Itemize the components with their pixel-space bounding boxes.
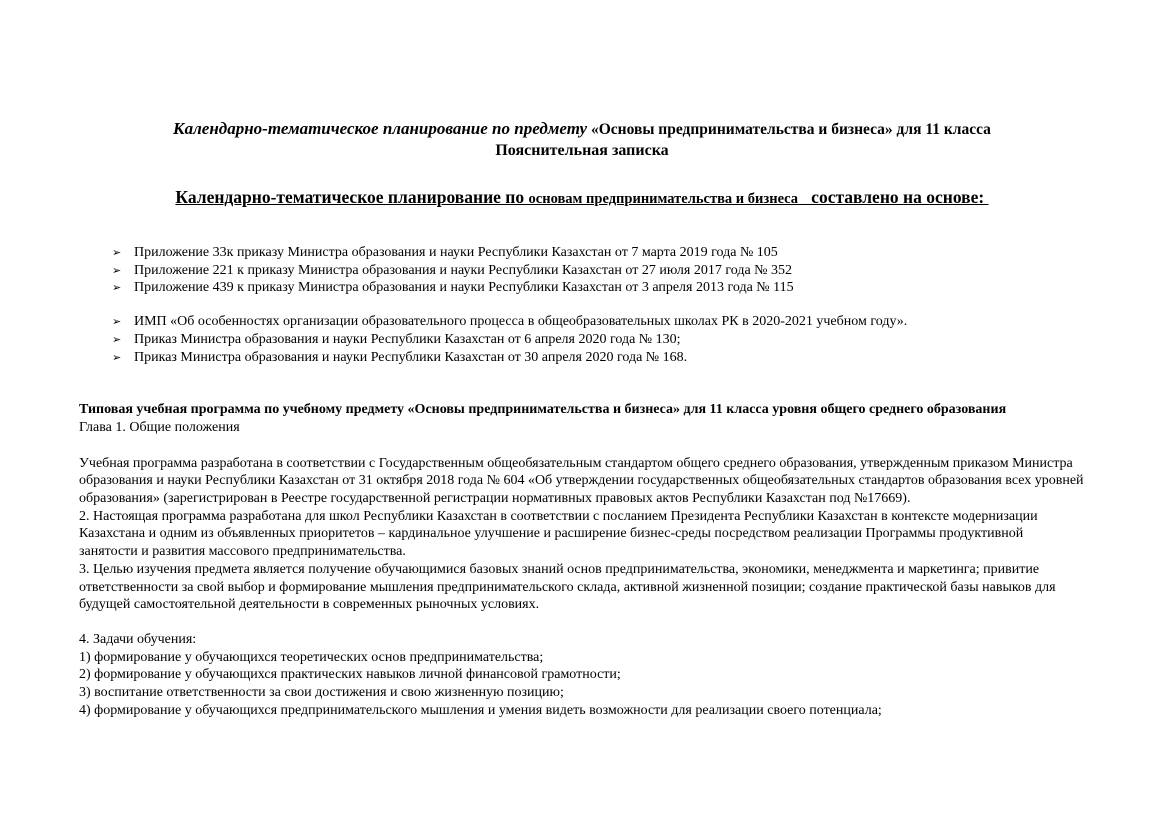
- tasks-block: [79, 631, 1085, 720]
- arrow-bullet-icon: ➢: [112, 263, 122, 277]
- bullet-item-text: Приказ Министра образования и науки Республики Казахстан от 30 апреля 2020 года № 168.: [134, 349, 688, 365]
- task-item: 4) формирование у обучающихся предпринимательского мышления и умения видеть возможности для реализации своего потенциала;: [79, 702, 882, 718]
- document-subtitle: Пояснительная записка: [495, 142, 669, 159]
- section-heading-part3: составлено на основе:: [798, 187, 989, 207]
- bullet-item-text: Приложение 221 к приказу Министра образования и науки Республики Казахстан от 27 июля 2017 года № 352: [134, 262, 793, 278]
- title-italic-part: Календарно-тематическое планирование по предмету: [173, 119, 588, 138]
- list-item: [79, 244, 1085, 262]
- paragraph: 2. Настоящая программа разработана для школ Республики Казахстан в соответствии с посланием Президента Республики Казахстан в контексте модернизации Казахстана и одним из объявленных приоритетов – кардинальное улучшение и расширение бизнес-среды посредством реализации Программы продуктивной занятости и развития массового предпринимательства.: [79, 508, 1038, 560]
- section-heading-part1: Календарно-тематическое планирование по: [175, 187, 529, 207]
- bullet-item-text: Приложение 439 к приказу Министра образования и науки Республики Казахстан от 3 апреля 2013 года № 115: [134, 280, 794, 296]
- list-item: [79, 262, 1085, 280]
- arrow-bullet-icon: ➢: [112, 350, 122, 364]
- task-item: 1) формирование у обучающихся теоретических основ предпринимательства;: [79, 649, 544, 665]
- document-title: [79, 118, 1085, 140]
- paragraph: Учебная программа разработана в соответствии с Государственным общеобязательным стандартом общего среднего образования, утвержденным приказом Министра образования и науки Республики Казахстан от 31 октября 2018 года № 604 «Об утверждении государственных общеобязательных стандартов образования всех уровней образования» (зарегистрирован в Реестре государственной регистрации нормативных правовых актов Республики Казахстан под №17669).: [79, 455, 1084, 507]
- bullet-item-text: ИМП «Об особенностях организации образовательного процесса в общеобразовательных школах РК в 2020-2021 учебном году».: [134, 314, 908, 330]
- arrow-bullet-icon: ➢: [112, 315, 122, 329]
- section-heading-part2: основам предпринимательства и бизнеса: [528, 191, 799, 207]
- task-item: 2) формирование у обучающихся практических навыков личной финансовой грамотности;: [79, 667, 621, 683]
- list-item: [79, 349, 1085, 367]
- list-item: [79, 279, 1085, 297]
- paragraph: 3. Целью изучения предмета является получение обучающимися базовых знаний основ предпринимательства, экономики, менеджмента и маркетинга; привитие ответственности за свой выбор и формирование мышления предпринимательского склада, активной жизненной позиции; создание практической базы навыков для будущей самостоятельной деятельности в современных рыночных условиях.: [79, 561, 1056, 613]
- list-item: [79, 313, 1085, 331]
- bullet-list-instructions: [79, 313, 1085, 366]
- section-heading: [79, 186, 1085, 211]
- arrow-bullet-icon: ➢: [112, 246, 122, 259]
- list-item: [79, 331, 1085, 349]
- chapter-heading: Глава 1. Общие положения: [79, 419, 240, 435]
- arrow-bullet-icon: ➢: [112, 332, 122, 346]
- bullet-item-text: Приложение 33к приказу Министра образования и науки Республики Казахстан от 7 марта 2019 года № 105: [134, 245, 778, 260]
- tasks-heading: 4. Задачи обучения:: [79, 631, 197, 647]
- task-item: 3) воспитание ответственности за свои достижения и свою жизненную позицию;: [79, 685, 564, 701]
- bullet-item-text: Приказ Министра образования и науки Республики Казахстан от 6 апреля 2020 года № 130;: [134, 331, 681, 347]
- title-regular-part: «Основы предпринимательства и бизнеса» для 11 класса: [587, 121, 991, 138]
- bullet-list-orders: [79, 244, 1085, 297]
- program-title: Типовая учебная программа по учебному предмету «Основы предпринимательства и бизнеса» для 11 класса уровня общего среднего образования: [79, 402, 1007, 418]
- arrow-bullet-icon: ➢: [112, 281, 122, 295]
